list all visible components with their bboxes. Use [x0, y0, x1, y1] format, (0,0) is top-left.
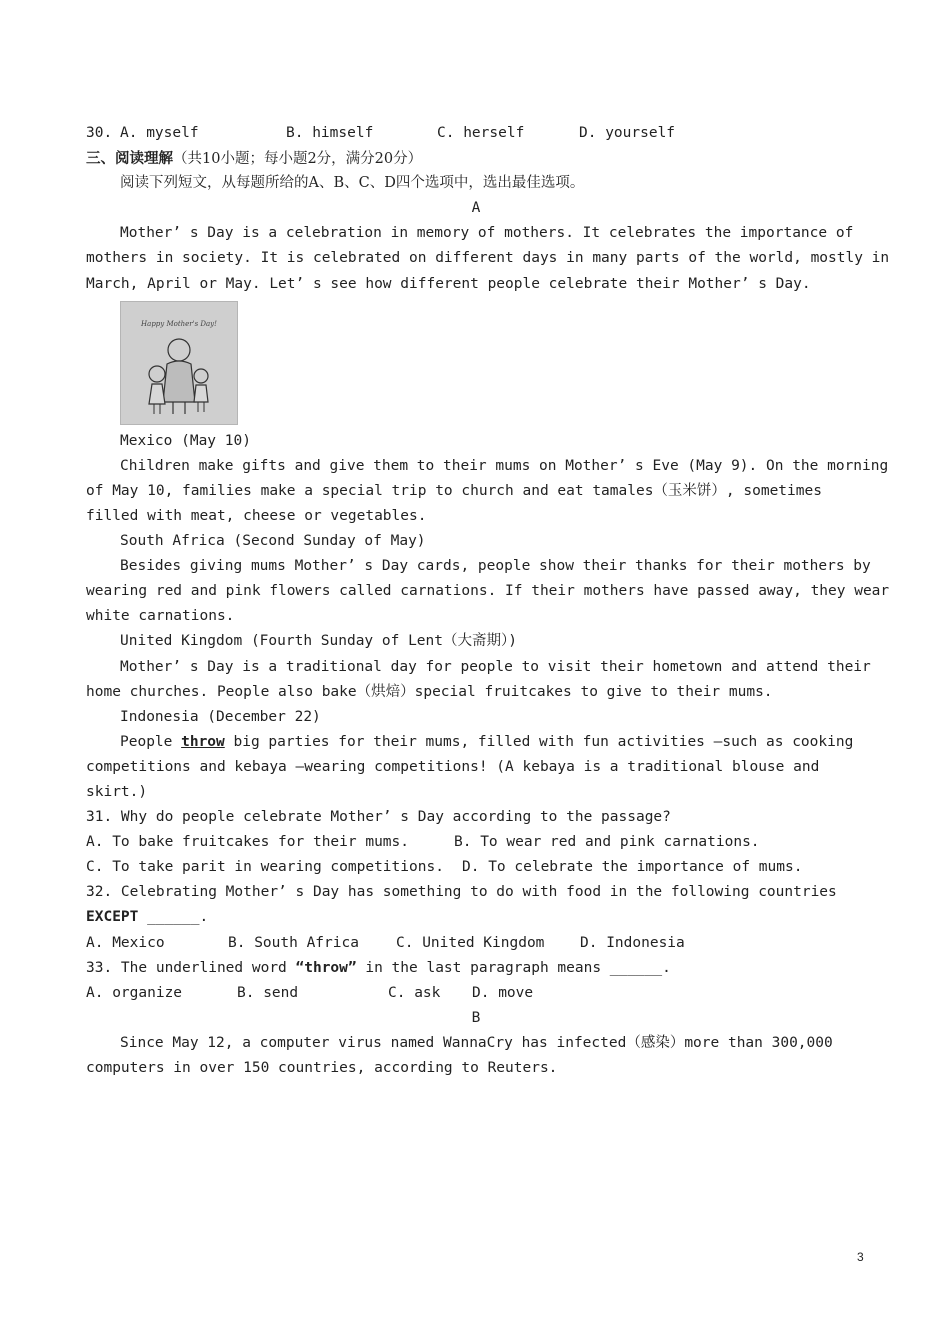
page-number: 3 [857, 1250, 864, 1264]
question-30-number: 30. [86, 125, 113, 141]
q33-option-d: D. move [472, 984, 534, 1001]
passage-a-intro-line-3: March, April or May. Let’ s see how different people celebrate their Mother’ s Day. [86, 275, 811, 292]
q32-blank: ______. [138, 909, 209, 926]
south-africa-line-2: wearing red and pink flowers called carnations. If their mothers have passed away, they wear [86, 583, 890, 600]
q33-option-a: A. organize [86, 984, 183, 1001]
question-33-options [86, 981, 866, 1006]
q33-word: “throw” [295, 959, 357, 976]
question-31-stem: 31. Why do people celebrate Mother’ s Day according to the passage? [86, 809, 671, 826]
q30-option-c: C. herself [437, 125, 525, 141]
passage-b-line-1: Since May 12, a computer virus named WannaCry has infected（感染）more than 300,000 [120, 1034, 833, 1051]
question-31-options-row-2 [86, 855, 866, 880]
passage-a-intro-line-2: mothers in society. It is celebrated on different days in many parts of the world, mostly in [86, 250, 890, 267]
q30-option-d: D. yourself [579, 125, 676, 141]
indonesia-heading: Indonesia (December 22) [120, 708, 321, 725]
underlined-word-throw: throw [181, 733, 225, 750]
q31-option-c: C. To take parit in wearing competitions. [86, 859, 444, 876]
question-31-options-row-1 [86, 830, 866, 855]
mexico-heading: Mexico (May 10) [120, 432, 251, 449]
passage-b-line-2: computers in over 150 countries, according to Reuters. [86, 1060, 558, 1076]
document-page [86, 121, 890, 1081]
mothers-day-illustration [120, 301, 238, 425]
question-32-stem: 32. Celebrating Mother’ s Day has something to do with food in the following countries [86, 884, 837, 901]
q32-option-d: D. Indonesia [580, 934, 685, 951]
mexico-line-3: filled with meat, cheese or vegetables. [86, 507, 427, 524]
q33-option-c: C. ask [388, 984, 441, 1001]
uk-heading: United Kingdom (Fourth Sunday of Lent（大斋期）) [120, 633, 517, 650]
indonesia-line-1 [86, 730, 866, 755]
section-note: （共10小题；每小题2分，满分20分） [173, 151, 423, 168]
uk-line-1: Mother’ s Day is a traditional day for people to visit their hometown and attend their [120, 658, 871, 675]
indonesia-line-2: competitions and kebaya –wearing competitions! (A kebaya is a traditional blouse and [86, 758, 820, 775]
question-30-options [86, 121, 866, 146]
q30-option-b: B. himself [286, 125, 374, 141]
question-32-options [86, 931, 866, 956]
section-title: 三、阅读理解 [86, 150, 173, 168]
q32-option-c: C. United Kingdom [396, 934, 545, 951]
passage-a-intro-line-1: Mother’ s Day is a celebration in memory of mothers. It celebrates the importance of [120, 225, 854, 242]
q32-except: EXCEPT [86, 909, 139, 926]
south-africa-line-1: Besides giving mums Mother’ s Day cards, people show their thanks for their mothers by [120, 558, 871, 575]
q31-option-a: A. To bake fruitcakes for their mums. [86, 834, 410, 851]
q30-option-a: A. myself [120, 125, 199, 141]
indonesia-line-1-post: big parties for their mums, filled with fun activities –such as cooking [224, 733, 854, 750]
q33-stem-pre: 33. The underlined word [86, 959, 296, 976]
mexico-line-1: Children make gifts and give them to their mums on Mother’ s Eve (May 9). On the morning [120, 457, 889, 474]
q33-stem-post: in the last paragraph means ______. [356, 959, 671, 976]
instructions: 阅读下列短文，从每题所给的A、B、C、D四个选项中，选出最佳选项。 [120, 175, 585, 192]
south-africa-line-3: white carnations. [86, 608, 235, 625]
uk-line-2: home churches. People also bake（烘焙）special fruitcakes to give to their mums. [86, 683, 773, 700]
indonesia-line-3: skirt.) [86, 783, 148, 800]
mother-children-drawing [121, 302, 237, 424]
illustration-caption: Happy Mother's Day! [141, 319, 217, 328]
passage-b-label: B [471, 1009, 481, 1026]
passage-a-label: A [471, 200, 481, 217]
indonesia-line-1-pre: People [120, 733, 182, 750]
q32-option-b: B. South Africa [228, 934, 359, 951]
south-africa-heading: South Africa (Second Sunday of May) [120, 533, 426, 550]
mexico-line-2: of May 10, families make a special trip to church and eat tamales（玉米饼）, sometimes [86, 482, 822, 499]
question-32-stem-cont [86, 905, 866, 930]
q32-option-a: A. Mexico [86, 934, 165, 951]
question-33-stem [86, 956, 866, 981]
q33-option-b: B. send [237, 984, 299, 1001]
section-heading [86, 146, 866, 171]
q31-option-d: D. To celebrate the importance of mums. [462, 859, 803, 876]
q31-option-b: B. To wear red and pink carnations. [454, 834, 760, 851]
